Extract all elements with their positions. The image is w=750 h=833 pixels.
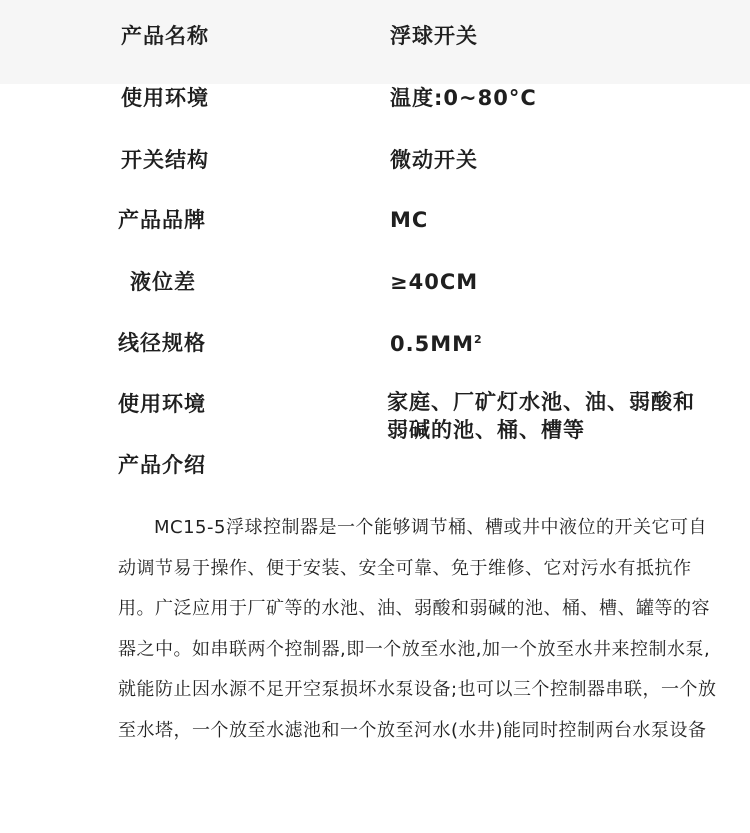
spec-label-brand: 产品品牌	[118, 208, 206, 232]
spec-value-level-difference: ≥40CM	[390, 270, 479, 294]
intro-description	[118, 508, 718, 751]
spec-label-usage-environment: 使用环境	[118, 392, 206, 416]
spec-value-brand: MC	[390, 208, 429, 232]
spec-label-wire-gauge: 线径规格	[118, 331, 206, 355]
spec-label-switch-structure: 开关结构	[121, 148, 209, 172]
spec-label-environment: 使用环境	[121, 86, 209, 110]
wire-gauge-superscript: 2	[474, 333, 483, 346]
header-band	[0, 0, 750, 84]
spec-value-usage-environment: 家庭、厂矿灯水池、油、弱酸和弱碱的池、桶、槽等	[387, 390, 695, 442]
intro-title: 产品介绍	[118, 453, 206, 477]
intro-paragraph: MC15-5浮球控制器是一个能够调节桶、槽或井中液位的开关它可自动调节易于操作、便于安装、安全可靠、免于维修、它对污水有抵抗作用。广泛应用于厂矿等的水池、油、弱酸和弱碱的池、桶、槽、罐等的容器之中。如串联两个控制器,即一个放至水池,加一个放至水井来控制水泵,就能防止因水源不足开空泵损坏水泵设备;也可以三个控制器串联，一个放至水塔，一个放至水滤池和一个放至河水(水井)能同时控制两台水泵设备	[118, 517, 717, 741]
spec-value-switch-structure: 微动开关	[390, 148, 478, 172]
spec-value-product-name: 浮球开关	[390, 24, 478, 48]
spec-value-temperature: 温度:0~80°C	[390, 86, 537, 110]
spec-label-product-name: 产品名称	[121, 24, 209, 48]
spec-value-wire-gauge	[390, 330, 483, 358]
wire-gauge-text: 0.5MM	[390, 332, 474, 356]
spec-label-level-difference: 液位差	[130, 270, 196, 294]
